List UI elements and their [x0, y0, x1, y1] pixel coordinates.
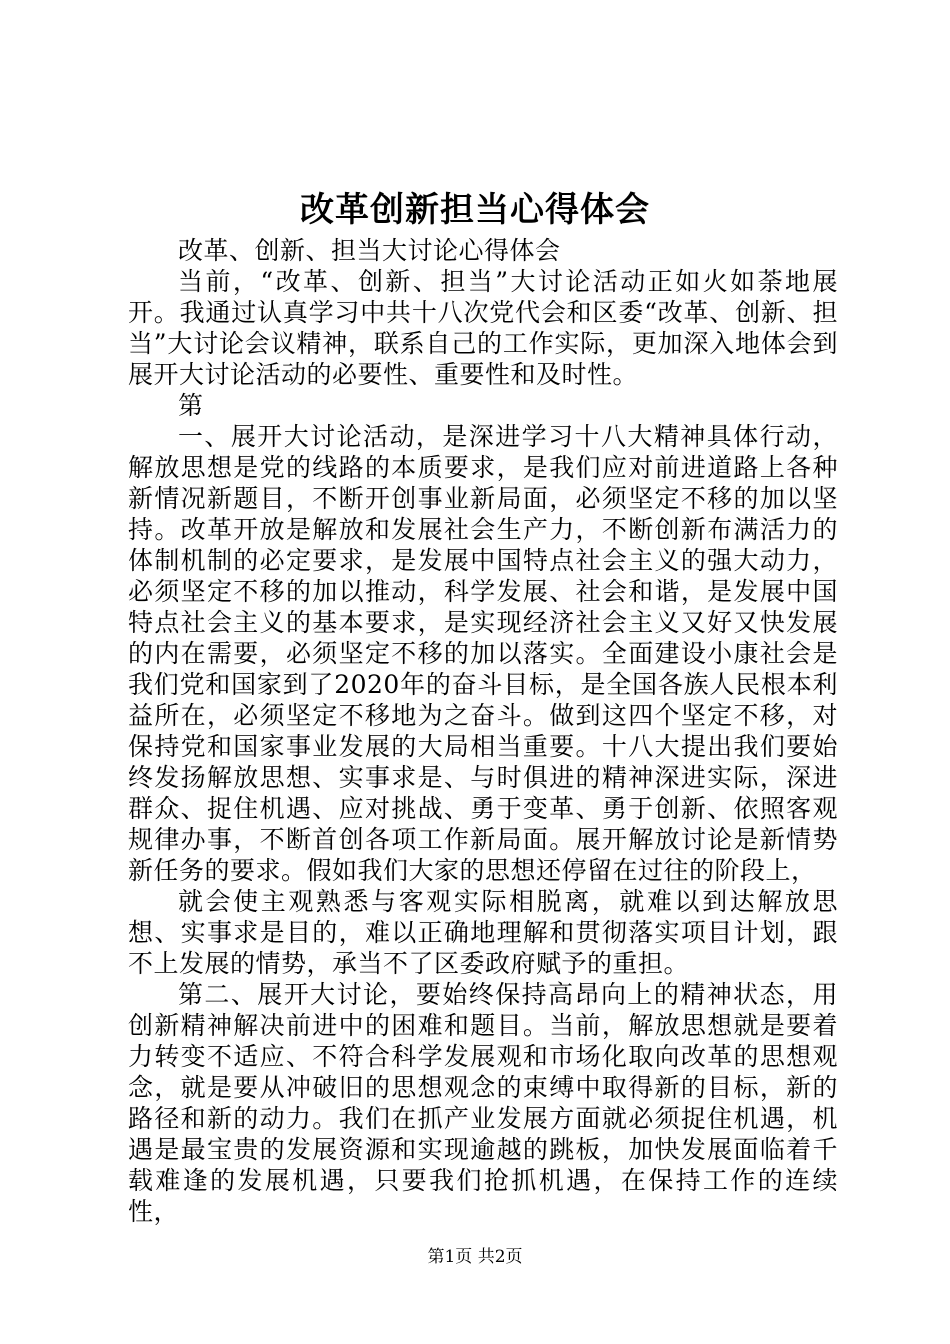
subtitle-paragraph: 改革、创新、担当大讨论心得体会 [178, 236, 561, 265]
intro-paragraph: 当前，“改革、创新、担当”大讨论活动正如火如荼地展开。我通过认真学习中共十八次党代会和区委“改革、创新、担当”大讨论会议精神，联系自己的工作实际，更加深入地体会到展开大讨论活动的必要性、重要性和及时性。 [128, 267, 838, 389]
section-two-paragraph: 第二、展开大讨论，要始终保持高昂向上的精神状态，用创新精神解决前进中的困难和题目。当前，解放思想就是要着力转变不适应、不符合科学发展观和市场化取向改革的思想观念，就是要从冲破旧的思想观念的束缚中取得新的目标，新的路径和新的动力。我们在抓产业发展方面就必须捉住机遇，机遇是最宝贵的发展资源和实现逾越的跳板，加快发展面临着千载难逢的发展机遇，只要我们抢抓机遇，在保持工作的连续性， [128, 980, 838, 1226]
document-title: 改革创新担当心得体会 [300, 190, 650, 230]
page-number-footer: 第1页 共2页 [427, 1247, 523, 1267]
section-marker-paragraph: 第 [178, 391, 204, 420]
document-body [128, 235, 838, 1227]
continuation-paragraph: 就会使主观熟悉与客观实际相脱离，就难以到达解放思想、实事求是目的，难以正确地理解和贯彻落实项目计划，跟不上发展的情势，承当不了区委政府赋予的重担。 [128, 887, 838, 978]
section-one-paragraph: 一、展开大讨论活动，是深进学习十八大精神具体行动，解放思想是党的线路的本质要求，是我们应对前进道路上各种新情况新题目，不断开创事业新局面，必须坚定不移的加以坚持。改革开放是解放和发展社会生产力，不断创新布满活力的体制机制的必定要求，是发展中国特点社会主义的强大动力，必须坚定不移的加以推动，科学发展、社会和谐，是发展中国特点社会主义的基本要求，是实现经济社会主义又好又快发展的内在需要，必须坚定不移的加以落实。全面建设小康社会是我们党和国家到了2020年的奋斗目标，是全国各族人民根本利益所在，必须坚定不移地为之奋斗。做到这四个坚定不移，对保持党和国家事业发展的大局相当重要。十八大提出我们要始终发扬解放思想、实事求是、与时俱进的精神深进实际，深进群众、捉住机遇、应对挑战、勇于变革、勇于创新、依照客观规律办事，不断首创各项工作新局面。展开解放讨论是新情势新任务的要求。假如我们大家的思想还停留在过往的阶段上， [128, 422, 838, 885]
